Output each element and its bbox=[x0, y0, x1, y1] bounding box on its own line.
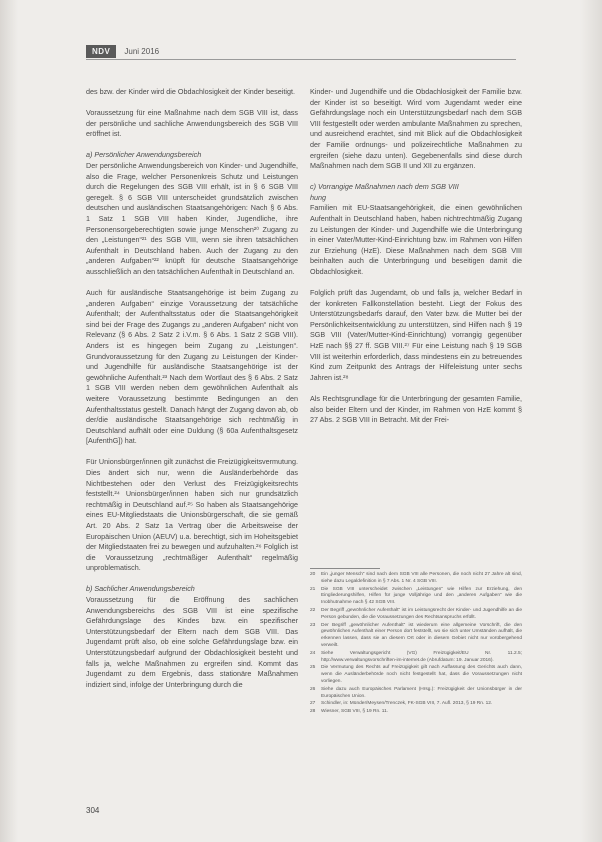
footnote-number: 22 bbox=[310, 607, 316, 613]
footnote bbox=[310, 687, 522, 701]
footnote-number: 28 bbox=[310, 709, 316, 715]
footnote-text: Wiesner, SGB VIII, § 19 Rn. 11. bbox=[321, 709, 389, 715]
paragraph: Für Unionsbürger/innen gilt zunächst die Freizügigkeitsvermutung. Dies ändert sich nur, wenn die Ausländerbehörde das Nichtbestehen oder den Verlust des Freizügigkeitsrechts feststellt.²⁴ Unionsbürger/innen haben sich nur grundsätzlich rechtmäßig in Deutschland auf.²⁵ So haben als Staatsangehörige eines EU-Mitgliedstaats die Unionsbürgerschaft, die sie gemäß Art. 20 Abs. 2 Satz 1a Vertrag über die Arbeitsweise der Europäischen Union (AEUV) u.a. berechtigt, sich im Hoheitsgebiet der Mitgliedstaaten frei zu bewegen und aufzuhalten.²⁶ Folglich ist die Voraussetzung „rechtmäßiger Aufenthalt“ regelmäßig unproblematisch. bbox=[86, 457, 298, 573]
paragraph: des bzw. der Kinder wird die Obdachlosigkeit der Kinder beseitigt. bbox=[86, 87, 295, 96]
footnote-rule bbox=[310, 568, 380, 569]
footnote-text: Ein „junger Mensch“ sind nach dem SGB VIII alle Personen, die noch nicht 27 Jahre alt sind, siehe dazu Legaldefinition in § 7 Abs. 1 Nr. 4 SGB VIII. bbox=[321, 572, 522, 584]
footnote bbox=[310, 608, 522, 622]
footnote-number: 27 bbox=[310, 701, 316, 707]
header-rule bbox=[86, 59, 516, 60]
paragraph: Voraussetzung für die Eröffnung des sachlichen Anwendungsbereichs des SGB VIII ist eine spezifische Gefährdungslage des Kindes bzw. ein spezifischer Unterstützungsbedarf der Eltern nach dem SGB VIII. Das Jugendamt prüft also, ob eine solche Gefährdungslage bzw. ein Unterstützungsbedarf aufgrund der Obdachlosigkeit besteht und falls ja, welche Maßnahmen zu ergreifen sind. Kommt das Jugendamt zu dem Ergebnis, dass stationäre Maßnahmen indiziert sind, infolge der Unterbringung durch die bbox=[86, 595, 298, 689]
right-column bbox=[310, 87, 522, 436]
issue-date: Juni 2016 bbox=[124, 46, 160, 56]
footnote bbox=[310, 587, 522, 607]
footnote bbox=[310, 701, 522, 708]
footnote bbox=[310, 709, 522, 716]
left-column bbox=[86, 87, 298, 701]
section-heading: b) Sachlicher Anwendungsbereich bbox=[86, 584, 195, 594]
footnote-text: Siehe dazu auch Europäisches Parlament (Hrsg.): Freizügigkeit der Unionsbürger in der Europäischen Union. bbox=[321, 686, 522, 699]
footnote-number: 20 bbox=[310, 572, 316, 577]
footnote-number: 26 bbox=[310, 686, 316, 692]
section-heading: a) Persönlicher Anwendungsbereich bbox=[86, 150, 202, 160]
paragraph: Der persönliche Anwendungsbereich von Kinder- und Jugendhilfe, also die Frage, welcher Personenkreis Schutz und Leistungen durch die Regelungen des SGB VIII erhält, ist in § 6 SGB VIII geregelt. § 6 SGB VIII unterscheidet grundsätzlich zwischen deutschen und ausländischen Staatsangehörigen: Nach § 6 Abs. 1 Satz 1 SGB VIII haben Kinder, Jugendliche, ihre Personensorgeberechtigten sowie junge Menschen²⁰ Zugang zu den „Leistungen“²¹ des SGB VIII, wenn sie ihren tatsächlichen Aufenthalt in Deutschland haben. Auch der Zugang zu den „anderen Aufgaben“²² knüpft für deutsche Staatsangehörige ausschließlich an den tatsächlichen Aufenthalt in Deutschland an. bbox=[86, 160, 298, 276]
section-heading-continued: hung bbox=[310, 192, 326, 202]
footnote-number: 25 bbox=[310, 665, 316, 671]
footnote-number: 23 bbox=[310, 622, 316, 628]
journal-tag: NDV bbox=[86, 45, 116, 58]
page-number: 304 bbox=[86, 806, 100, 815]
paragraph: Auch für ausländische Staatsangehörige ist beim Zugang zu „anderen Aufgaben“ einzige Voraussetzung der tatsächliche Aufenthalt; der Aufenthaltsstatus oder die Staatsangehörigkeit sind bei der Frage des Zugangs zu „anderen Aufgaben“ nicht von Relevanz (§ 6 Abs. 2 Satz 2 i.V.m. § 6 Abs. 1 Satz 2 SGB VIII). Anders ist es hingegen beim Zugang zu „Leistungen“. Grundvoraussetzung für den Zugang zu Leistungen der Kinder- und Jugendhilfe für ausländische Staatsangehörige ist der gewöhnliche Aufenthalt.²³ Nach dem Wortlaut des § 6 Abs. 2 Satz 1 SGB VIII werden neben dem gewöhnlichen Aufenthalt als weitere Voraussetzung bestimmte Bedingungen an den Aufenthaltsstatus gestellt. Danach hängt der Zugang davon ab, ob der/die ausländische Staatsangehörige sich rechtmäßig in Deutschland aufhält oder eine Duldung (§ 60a Aufenthaltsgesetz [AufenthG]) hat. bbox=[86, 288, 298, 446]
footnote-text: Siehe Verwaltungsgericht (VG) Freizügigkeit/EU Nr. 11.2.5; http://www.verwaltungsvorschriften-im-internet.de (Abrufdatum: 19. Januar 2016). bbox=[321, 650, 522, 663]
footnote-text: Die SGB VIII unterscheidet zwischen „Leistungen“ wie Hilfen zur Erziehung, den Eingliederungshilfen, Hilfen für junge Volljährige und den „anderen Aufgaben“ wie die Inobhutnahme nach § 42 SGB VIII. bbox=[321, 586, 522, 606]
paragraph: Voraussetzung für eine Maßnahme nach dem SGB VIII ist, dass der persönliche und sachliche Anwendungsbereich des SGB VIII eröffnet ist. bbox=[86, 108, 298, 139]
footnote bbox=[310, 572, 522, 586]
footnote bbox=[310, 623, 522, 650]
footnote-text: Die Vermutung des Rechts auf Freizügigkeit gilt nach Auffassung des Gerichts auch dann, wenn die Ausländerbehörde noch nicht festgestellt hat, dass die Voraussetzungen nicht vorliegen. bbox=[321, 665, 522, 684]
footnote-text: Der Begriff „gewöhnlicher Aufenthalt“ ist im Leistungsrecht der Kinder- und Jugendhilfe an die Person gebunden, die die Voraussetzungen des Rechtsanspruchs erfüllt. bbox=[321, 607, 522, 620]
paragraph: Als Rechtsgrundlage für die Unterbringung der gesamten Familie, also beider Eltern und der Kinder, im Rahmen von HzE kommt § 27 Abs. 2 SGB VIII in Betracht. Mit der Frei- bbox=[310, 393, 522, 425]
section-heading: c) Vorrangige Maßnahmen nach dem SGB VIII bbox=[310, 182, 459, 192]
footnote bbox=[310, 665, 522, 685]
running-header bbox=[86, 44, 159, 58]
footnote-text: Der Begriff „gewöhnlicher Aufenthalt“ ist wiederum eine allgemeine Vorschrift, die den gewöhnlichen Aufenthalt einer Person dort feststellt, wo sie sich unter Umständen aufhält, die erkennen lassen, dass sie an diesem Ort oder in diesem Gebiet nicht nur vorübergehend verweilt. bbox=[321, 622, 522, 648]
footnote-number: 24 bbox=[310, 650, 316, 656]
paragraph: Kinder- und Jugendhilfe und die Obdachlosigkeit der Familie bzw. der Kinder ist so beseitigt. Wird vom Jugendamt weder eine Gefährdungslage noch ein Unterstützungsbedarf nach dem SGB VIII festgestellt oder werden ambulante Maßnahmen zu sprechen, und ausreichend erachtet, sind mit Blick auf die Obdachlosigkeit der Familie ordnungs- und polizeirechtliche Maßnahmen zu ergreifen (siehe dazu unten). Gegebenenfalls sind diese durch Maßnahmen nach dem SGB II und XII zu ergänzen. bbox=[310, 87, 522, 171]
footnote-text: Schindler, in: Münder/Meysen/Trenczek, FK-SGB VIII, 7. Aufl. 2013, § 19 Rn. 12. bbox=[321, 701, 493, 707]
paragraph: Folglich prüft das Jugendamt, ob und falls ja, welcher Bedarf in der konkreten Fallkonstellation besteht. Liegt der Fokus des Unterstützungsbedarfs darauf, den Vater bzw. die Mutter bei der Persönlichkeitsentwicklung zu unterstützen, sind Hilfen nach § 19 SGB VIII (Vater/Mutter-Kind-Einrichtung) vorrangig gegenüber HzE nach §§ 27 ff. SGB VIII.²⁷ Für eine Leistung nach § 19 SGB VIII ist weiterhin erforderlich, dass mindestens ein zu betreuendes Kind zum Zeitpunkt des Antrags der Hilfeleistung unter sechs Jahren ist.²⁸ bbox=[310, 288, 522, 382]
footnote-number: 21 bbox=[310, 586, 316, 592]
footnotes bbox=[310, 572, 522, 717]
footnote bbox=[310, 651, 522, 665]
paragraph: Familien mit EU-Staatsangehörigkeit, die einen gewöhnlichen Aufenthalt in Deutschland haben, haben nichtrechtmäßig Zugang zu Leistungen der Kinder- und Jugendhilfe wie die Unterbringung in einer Vater/Mutter-Kind-Einrichtung bzw. im Rahmen von Hilfen zur Erziehung (HzE). Diese Maßnahmen nach dem SGB VIII beinhalten auch die Unterbringung und beseitigen damit die Obdachlosigkeit. bbox=[310, 203, 522, 276]
